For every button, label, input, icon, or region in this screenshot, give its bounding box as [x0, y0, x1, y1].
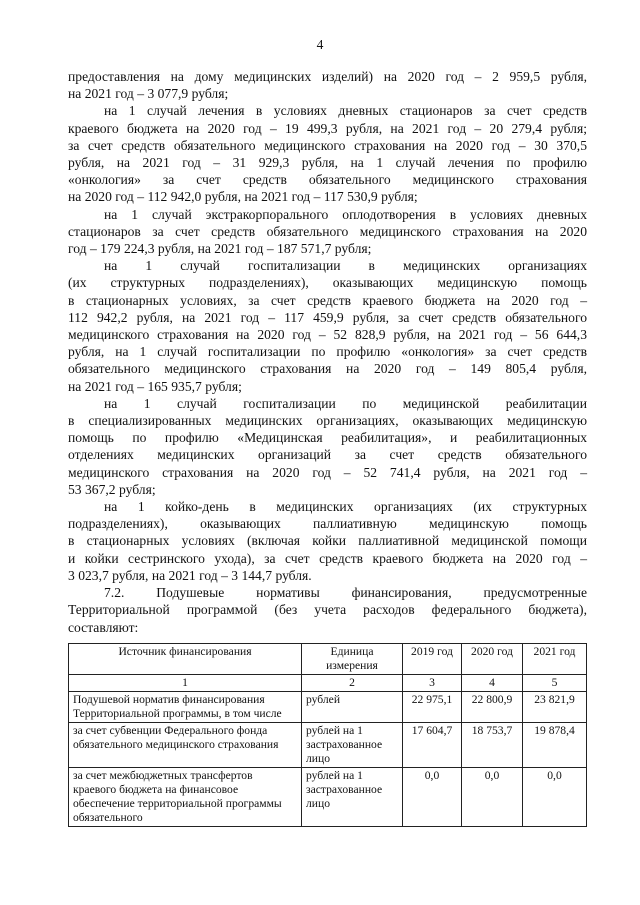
unit-cell: рублей на 1 застрахованное лицо: [302, 723, 403, 768]
table-header-row: [69, 644, 587, 675]
text-line: в стационарных условиях, за счет средств краевого бюджета на 2020 год –: [68, 292, 587, 308]
paragraph: [68, 584, 587, 636]
page-number: 4: [316, 37, 324, 52]
text-line: стационаров за счет средств обязательного медицинского страхования на 2020: [68, 223, 587, 239]
text-line: «онкология» за счет средств обязательного медицинского страхования: [68, 172, 587, 188]
text-line: рубля, на 2021 год – 31 929,3 рубля, на 1 случай лечения по профилю: [68, 155, 587, 171]
text-line: обязательного медицинского страхования на 2020 год – 149 805,4 рубля,: [68, 361, 587, 377]
header-2020: 2020 год: [462, 644, 523, 675]
text-line: предоставления на дому медицинских изделий) на 2020 год – 2 959,5 рубля,: [68, 69, 587, 84]
index-cell: 4: [462, 675, 523, 692]
unit-cell: рублей на 1 застрахованное лицо: [302, 768, 403, 827]
text-line: на 1 случай госпитализации в медицинских организациях: [104, 258, 587, 274]
text-line: медицинского страхования на 2020 год – 52 828,9 рубля, на 2021 год – 56 644,3: [68, 327, 587, 343]
text-line: 53 367,2 рубля;: [68, 481, 156, 497]
index-cell: 3: [403, 675, 462, 692]
index-cell: 2: [302, 675, 403, 692]
text-line: в специализированных медицинских организациях, оказывающих медицинскую: [68, 413, 587, 429]
source-cell: за счет субвенции Федерального фонда обязательного медицинского страхования: [69, 723, 302, 768]
text-line: подразделениях), оказывающих паллиативную медицинскую помощь: [68, 516, 587, 532]
text-line: отделениях медицинских организаций за счет средств обязательного: [68, 447, 587, 463]
text-line: 3 023,7 рубля, на 2021 год – 3 144,7 рубля.: [68, 567, 312, 583]
body-text: [68, 68, 587, 636]
paragraph: [68, 68, 587, 102]
financing-table: [68, 643, 587, 827]
value-2021-cell: 23 821,9: [523, 692, 587, 723]
value-2021-cell: 0,0: [523, 768, 587, 827]
text-line: и койки сестринского ухода), за счет средств краевого бюджета на 2020 год –: [68, 550, 587, 566]
paragraph: [68, 257, 587, 395]
text-line: на 1 случай экстракорпорального оплодотворения в условиях дневных: [104, 206, 587, 222]
paragraph: [68, 102, 587, 205]
value-2019-cell: 0,0: [403, 768, 462, 827]
value-2021-cell: 19 878,4: [523, 723, 587, 768]
header-source: Источник финансирования: [69, 644, 302, 675]
table-row: [69, 723, 587, 768]
value-2020-cell: 18 753,7: [462, 723, 523, 768]
text-line: Территориальной программой (без учета расходов федерального бюджета),: [68, 602, 587, 618]
index-cell: 1: [69, 675, 302, 692]
table-row: [69, 768, 587, 827]
text-line: год – 179 224,3 рубля, на 2021 год – 187 571,7 рубля;: [68, 241, 372, 257]
value-2019-cell: 17 604,7: [403, 723, 462, 768]
unit-cell: рублей: [302, 692, 403, 723]
text-line: на 2020 год – 112 942,0 рубля, на 2021 год – 117 530,9 рубля;: [68, 189, 418, 205]
text-line: на 1 койко-день в медицинских организациях (их структурных: [104, 499, 587, 515]
text-line: в стационарных условиях (включая койки паллиативной медицинской помощи: [68, 533, 587, 549]
header-unit: Единица измерения: [302, 644, 403, 675]
paragraph: [68, 206, 587, 258]
text-line: 112 942,2 рубля, на 2021 год – 117 459,9 рубля, за счет средств обязательного: [68, 309, 587, 325]
paragraph: [68, 498, 587, 584]
source-cell: за счет межбюджетных трансфертов краевого бюджета на финансовое обеспечение территориальной программы обязательного: [69, 768, 302, 827]
header-2021: 2021 год: [523, 644, 587, 675]
text-line: рубля, на 1 случай госпитализации по профилю «онкология» за счет средств: [68, 344, 587, 360]
value-2019-cell: 22 975,1: [403, 692, 462, 723]
text-line: 7.2. Подушевые нормативы финансирования, предусмотренные: [104, 585, 587, 601]
text-line: за счет средств обязательного медицинского страхования на 2020 год – 30 370,5: [68, 137, 587, 153]
value-2020-cell: 22 800,9: [462, 692, 523, 723]
text-line: составляют:: [68, 619, 139, 635]
text-line: (их структурных подразделениях), оказывающих медицинскую помощь: [68, 275, 587, 291]
table-index-row: [69, 675, 587, 692]
text-line: на 2021 год – 3 077,9 рубля;: [68, 86, 229, 102]
text-line: краевого бюджета на 2020 год – 19 499,3 рубля, на 2021 год – 20 279,4 рубля;: [68, 120, 587, 136]
table-row: [69, 692, 587, 723]
text-line: на 1 случай госпитализации по медицинской реабилитации: [104, 395, 587, 411]
index-cell: 5: [523, 675, 587, 692]
text-line: на 1 случай лечения в условиях дневных стационаров за счет средств: [104, 103, 587, 119]
text-line: помощь по профилю «Медицинская реабилитация», и реабилитационных: [68, 430, 587, 446]
source-cell: Подушевой норматив финансирования Территориальной программы, в том числе: [69, 692, 302, 723]
paragraph: [68, 395, 587, 498]
header-2019: 2019 год: [403, 644, 462, 675]
text-line: медицинского страхования на 2020 год – 52 741,4 рубля, на 2021 год –: [68, 464, 587, 480]
text-line: на 2021 год – 165 935,7 рубля;: [68, 378, 242, 394]
value-2020-cell: 0,0: [462, 768, 523, 827]
